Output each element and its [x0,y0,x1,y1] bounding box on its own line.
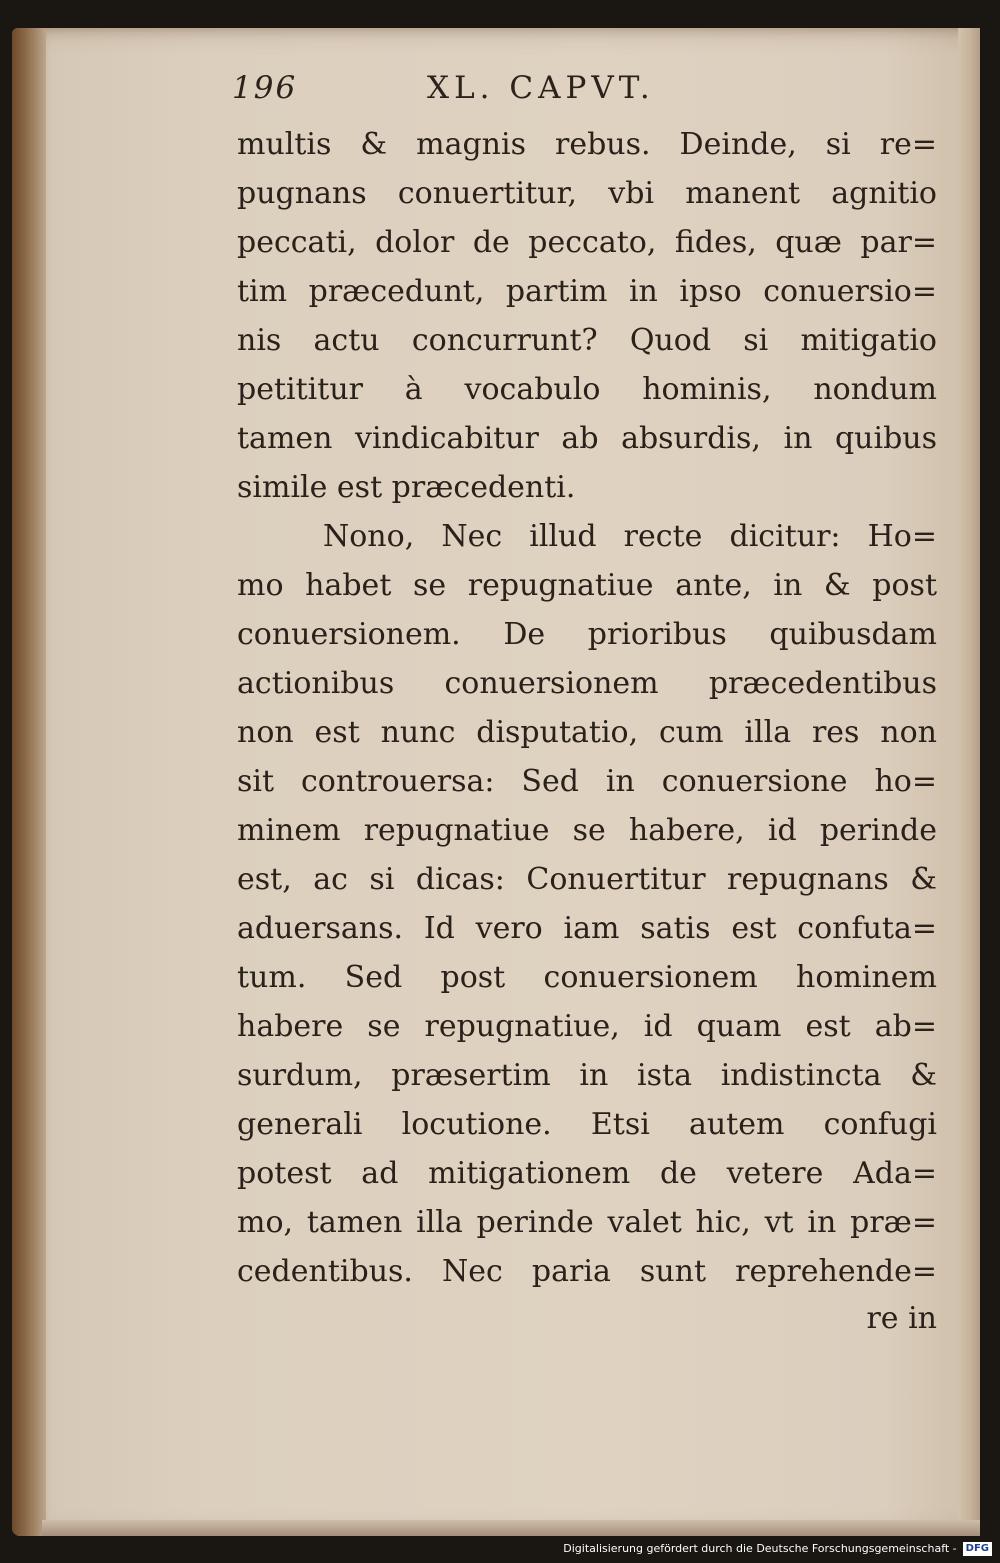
paragraph-start-line: Nono, Nec illud recte dicitur: Ho= [323,519,937,554]
text-line: tum. Sed post conuersionem hominem [237,960,937,995]
funding-credit: Digitalisierung gefördert durch die Deutsche Forschungsgemeinschaft - [563,1542,957,1555]
text-line: actionibus conuersionem præcedentibus [237,666,937,701]
text-line: surdum, præsertim in ista indistincta & [237,1058,937,1093]
text-line: multis & magnis rebus. Deinde, si re= [237,127,937,162]
page-fore-edge [958,28,980,1536]
page-bottom-edge [42,1520,980,1536]
text-line: potest ad mitigationem de vetere Ada= [237,1156,937,1191]
text-line: habere se repugnatiue, id quam est ab= [237,1009,937,1044]
text-line: conuersionem. De prioribus quibusdam [237,617,937,652]
text-line: nis actu concurrunt? Quod si mitigatio [237,323,937,358]
text-line: aduersans. Id vero iam satis est confuta= [237,911,937,946]
text-line: est, ac si dicas: Conuertitur repugnans & [237,862,937,897]
book-spine-shadow [12,28,46,1536]
running-title: XL. CAPVT. [427,70,655,106]
text-line: generali locutione. Etsi autem confugi [237,1107,937,1142]
page-number: 196 [232,70,298,106]
text-line: sit controuersa: Sed in conuersione ho= [237,764,937,799]
text-line: non est nunc disputatio, cum illa res non [237,715,937,750]
text-line: mo, tamen illa perinde valet hic, vt in præ= [237,1205,937,1240]
text-line: mo habet se repugnatiue ante, in & post [237,568,937,603]
text-line: petititur à vocabulo hominis, nondum [237,372,937,407]
catchword: re in [866,1301,937,1336]
page-header [232,70,932,112]
digitization-footer [563,1539,992,1559]
text-line: peccati, dolor de peccato, fides, quæ par= [237,225,937,260]
text-line: tamen vindicabitur ab absurdis, in quibus [237,421,937,456]
text-line: pugnans conuertitur, vbi manent agnitio [237,176,937,211]
text-line: cedentibus. Nec paria sunt reprehende= [237,1254,937,1289]
body-text [237,120,937,1342]
text-line: simile est præcedenti. [237,470,576,505]
text-line: tim præcedunt, partim in ipso conuersio= [237,274,937,309]
text-line: minem repugnatiue se habere, id perinde [237,813,937,848]
dfg-logo: DFG [963,1542,992,1556]
